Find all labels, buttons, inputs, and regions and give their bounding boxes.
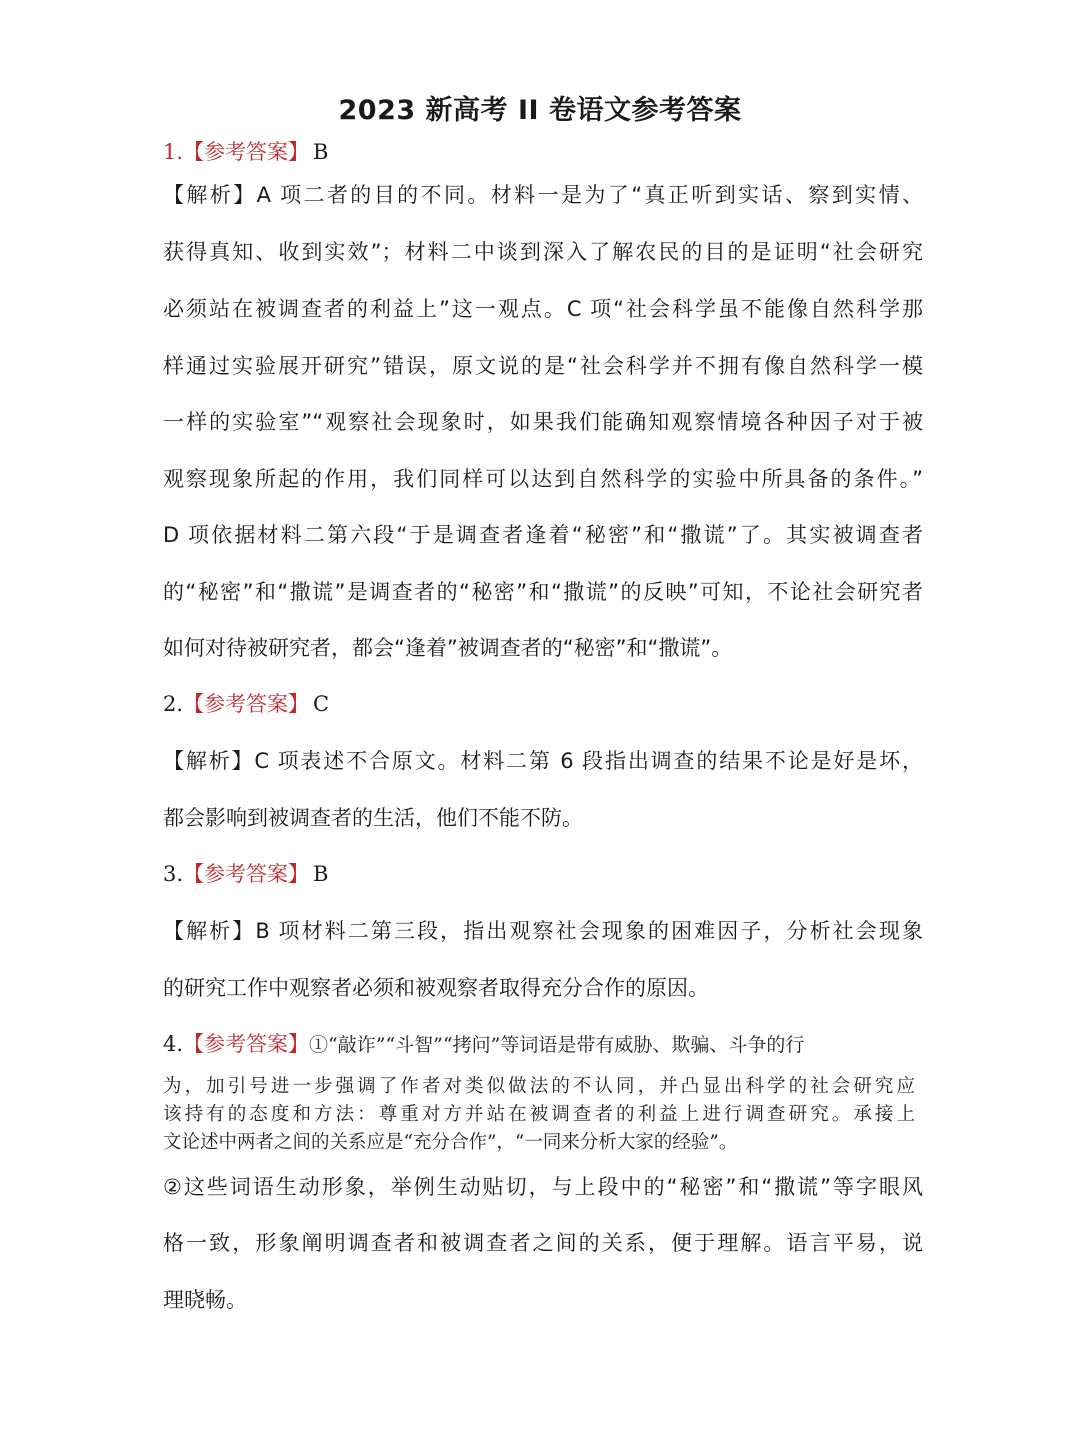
- analysis-line: 获得真知、收到实效”；材料二中谈到深入了解农民的目的是证明“社会研究: [163, 240, 923, 264]
- answer-letter: B: [313, 862, 329, 886]
- analysis-line: 如何对待被研究者，都会“逢着”被调查者的“秘密”和“撒谎”。: [163, 636, 733, 660]
- analysis-line: 一样的实验室”“观察社会现象时，如果我们能确知观察情境各种因子对于被: [163, 410, 923, 434]
- answer-line: ②这些词语生动形象，举例生动贴切，与上段中的“秘密”和“撒谎”等字眼风: [163, 1175, 923, 1199]
- answer-letter: B: [313, 140, 329, 164]
- question-4-header: [163, 1030, 804, 1059]
- question-number: 4.: [163, 1032, 184, 1056]
- answer-tag: 【参考答案】: [183, 140, 310, 164]
- answer-line: 理晓畅。: [163, 1288, 247, 1312]
- question-2-header: [163, 690, 329, 718]
- answer-tag: 【参考答案】: [183, 1032, 310, 1056]
- answer-line: 为，加引号进一步强调了作者对类似做法的不认同，并凸显出科学的社会研究应: [163, 1076, 915, 1097]
- analysis-line: 观察现象所起的作用，我们同样可以达到自然科学的实验中所具备的条件。”: [163, 467, 923, 491]
- analysis-line: 都会影响到被调查者的生活，他们不能不防。: [163, 806, 583, 830]
- analysis-line: 必须站在被调查者的利益上”这一观点。C 项“社会科学虽不能像自然科学那: [163, 297, 923, 321]
- analysis-line: 【解析】B 项材料二第三段，指出观察社会现象的困难因子，分析社会现象: [163, 919, 923, 943]
- analysis-line: 【解析】C 项表述不合原文。材料二第 6 段指出调查的结果不论是好是坏，: [163, 749, 923, 773]
- answer-tag: 【参考答案】: [183, 862, 310, 886]
- answer-line: 格一致，形象阐明调查者和被调查者之间的关系，便于理解。语言平易，说: [163, 1231, 923, 1255]
- answer-line: 该持有的态度和方法：尊重对方并站在被调查者的利益上进行调查研究。承接上: [163, 1104, 915, 1125]
- answer-tag: 【参考答案】: [183, 692, 310, 716]
- answer-line: 文论述中两者之间的关系应是“充分合作”，“一同来分析大家的经验”。: [163, 1132, 738, 1153]
- analysis-line: 的“秘密”和“撒谎”是调查者的“秘密”和“撒谎”的反映”可知，不论社会研究者: [163, 580, 923, 604]
- analysis-line: 样通过实验展开研究”错误，原文说的是“社会科学并不拥有像自然科学一模: [163, 354, 923, 378]
- document-title: 2023 新高考 II 卷语文参考答案: [338, 95, 742, 126]
- question-number: 1.: [163, 140, 184, 164]
- answer-text: ①“敲诈”“斗智”“拷问”等词语是带有威胁、欺骗、斗争的行: [309, 1034, 805, 1056]
- question-number: 2.: [163, 692, 184, 716]
- answer-letter: C: [313, 692, 330, 716]
- analysis-line: D 项依据材料二第六段“于是调查者逢着“秘密”和“撒谎”了。其实被调查者: [163, 523, 923, 547]
- analysis-line: 的研究工作中观察者必须和被观察者取得充分合作的原因。: [163, 976, 709, 1000]
- question-3-header: [163, 860, 328, 888]
- question-1-header: [163, 138, 328, 166]
- analysis-line: 【解析】A 项二者的目的不同。材料一是为了“真正听到实话、察到实情、: [163, 183, 923, 207]
- question-number: 3.: [163, 862, 184, 886]
